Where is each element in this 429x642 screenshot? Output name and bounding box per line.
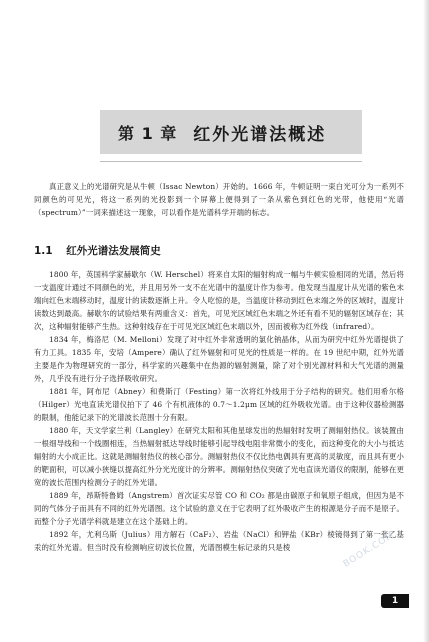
paragraph: 1880 年，天文学家兰利（Langley）在研究太阳和其他星球发出的热辐射时发明了测辐射热仪。该装置由一根细导线和一个线圈相连，当热辐射抵达导线时能够引起导线电阻非常微小的变化，而这种变化的大小与抵达辐射的大小成正比。这就是测辐射热仪的核心部分。测辐射热仪不仅比热电偶具有更高的灵敏度，而且具有更小的靶面积，可以减小狭缝以提高红外分光光度计的分辨率。测辐射热仪突破了光电直读光谱仪的限制，能够在更宽的波长范围内检测分子的红外光谱。 xyxy=(34,426,404,487)
section-number: 1.1 xyxy=(34,245,53,257)
chapter-number: 第 1 章 xyxy=(118,123,178,143)
page-number: 1 xyxy=(391,596,399,606)
paragraph: 真正意义上的光谱研究是从牛顿（Issac Newton）开始的。1666 年，牛顿证明一束白光可分为一系列不同颜色的可见光，将这一系列的光投影到一个屏幕上便得到了一条从紫色到红色的光带，他使用“光谱（spectrum）”一词来描述这一现象，可以看作是光谱科学开端的标志。 xyxy=(34,182,404,217)
chapter-heading xyxy=(100,110,362,154)
page-edge-shadow xyxy=(423,0,429,642)
intro-paragraph xyxy=(34,180,404,219)
paragraph: 1800 年，英国科学家赫歇尔（W. Herschel）将来自太阳的辐射构成一幅与牛顿实验相同的光谱，然后将一支温度计通过不同颜色的光，并且用另外一支不在光谱中的温度计作为参考。他发现当温度计从光谱的紫色末端向红色末端移动时，温度计的读数逐渐上升。令人吃惊的是，当温度计移动到红色末端之外的区域时，温度计读数达到最高。赫歇尔的试验结果有两重含义：首先，可见光区域红色末端之外还有看不见的辐射区域存在；其次，这种辐射能够产生热。这种射线存在于可见光区域红色末端以外，因而被称为红外线（infrared）。 xyxy=(34,270,404,331)
paragraph: 1889 年，昂斯特鲁姆（Angstrem）首次证实尽管 CO 和 CO₂ 都是由碳原子和氧原子组成，但因为是不同的气体分子而具有不同的红外光谱图。这个试验的意义在于它表明了红外吸收产生的根源是分子而不是原子。而整个分子光谱学科就是建立在这个基础上的。 xyxy=(34,491,404,526)
paragraph: 1881 年，阿布尼（Abney）和费斯汀（Festing）第一次将红外线用于分子结构的研究。他们用希尔格（Hilger）光电直读光谱仪拍下了 46 个有机液体的 0.7～1.2μm 区域的红外吸收光谱。由于这种仪器检测器的限制，他能记录下的光谱波长范围十分有限。 xyxy=(34,387,404,422)
section-title: 红外光谱法发展简史 xyxy=(66,245,161,257)
page-number-tab xyxy=(381,594,409,608)
chapter-title: 红外光谱法概述 xyxy=(193,124,327,145)
section-body xyxy=(34,268,404,554)
watermark: BOOK.COM xyxy=(341,530,397,570)
paragraph: 1834 年，梅洛尼（M. Melloni）发现了对中红外非常透明的氯化钠晶体，从而为研究中红外光谱提供了有力工具。1835 年，安培（Ampere）确认了红外辐射和可见光的性质是一样的。在 19 世纪中期，红外光谱主要是作为物理研究的一部分，科学家的兴趣集中在热源的辐射测量，除了对个别光源材料和大气光谱的测量外，几乎没有进行分子选择吸收研究。 xyxy=(34,335,404,383)
chapter-divider xyxy=(100,161,362,162)
paragraph: 1892 年，尤利乌斯（Julius）用方解石（CaF₂）、岩盐（NaCl）和钾盐（KBr）棱镜得到了第一张乙基汞的红外光谱。但当时没有检测响应切波长位置，光谱图模生标记录的只是棱 xyxy=(34,530,404,552)
section-heading xyxy=(34,243,404,258)
